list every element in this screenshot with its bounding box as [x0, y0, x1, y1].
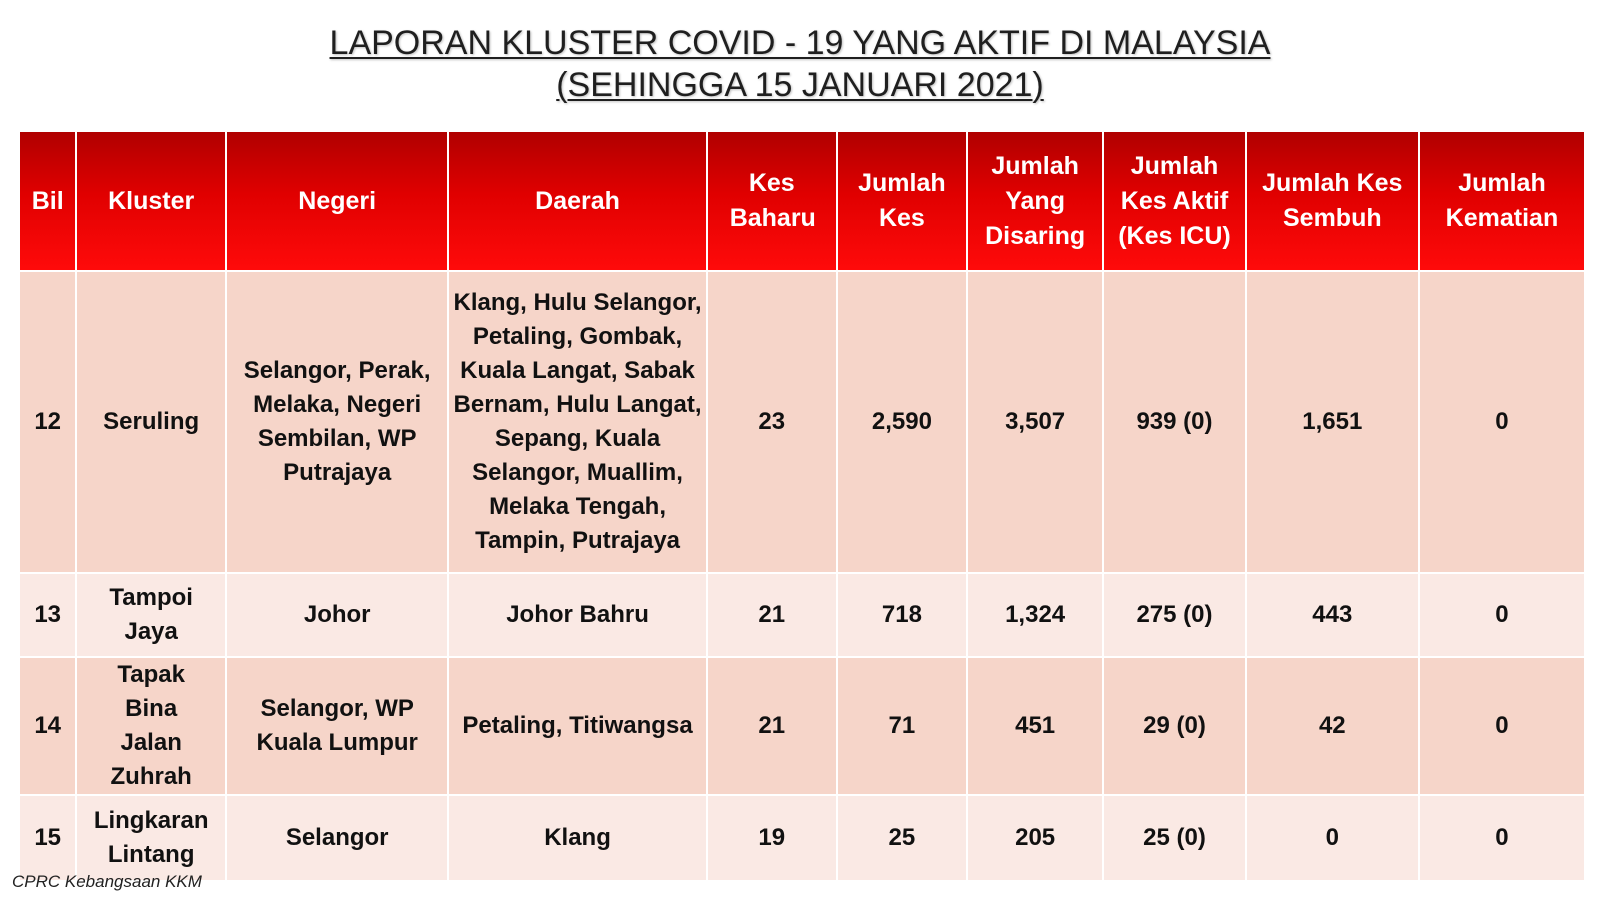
- cell-jumlah-kes: 71: [838, 658, 966, 794]
- cluster-table: [18, 130, 1586, 882]
- header-jumlah-kematian: Jumlah Kematian: [1420, 132, 1584, 270]
- title-line-1: LAPORAN KLUSTER COVID - 19 YANG AKTIF DI MALAYSIA: [329, 24, 1271, 62]
- cell-jumlah-kematian: 0: [1420, 796, 1584, 880]
- cell-daerah: Petaling, Titiwangsa: [449, 658, 705, 794]
- cell-daerah: Johor Bahru: [449, 574, 705, 656]
- header-kes-baharu: Kes Baharu: [708, 132, 836, 270]
- cell-kes-baharu: 21: [708, 574, 836, 656]
- cell-negeri: Johor: [227, 574, 447, 656]
- cell-jumlah-aktif: 25 (0): [1104, 796, 1244, 880]
- cell-jumlah-kes: 25: [838, 796, 966, 880]
- cell-jumlah-sembuh: 443: [1247, 574, 1418, 656]
- cell-jumlah-kematian: 0: [1420, 272, 1584, 572]
- cell-kluster: Tampoi Jaya: [77, 574, 225, 656]
- cell-bil: 15: [20, 796, 75, 880]
- cell-bil: 14: [20, 658, 75, 794]
- cell-jumlah-kematian: 0: [1420, 658, 1584, 794]
- cell-jumlah-aktif: 275 (0): [1104, 574, 1244, 656]
- table-row: [20, 658, 1584, 794]
- cell-kes-baharu: 19: [708, 796, 836, 880]
- source-credit: CPRC Kebangsaan KKM: [12, 872, 202, 891]
- cell-kluster: Tapak Bina Jalan Zuhrah: [77, 658, 225, 794]
- cell-jumlah-disaring: 3,507: [968, 272, 1102, 572]
- cell-jumlah-kes: 718: [838, 574, 966, 656]
- title-line-2: (SEHINGGA 15 JANUARI 2021): [556, 66, 1044, 104]
- header-jumlah-aktif: Jumlah Kes Aktif (Kes ICU): [1104, 132, 1244, 270]
- cell-jumlah-aktif: 939 (0): [1104, 272, 1244, 572]
- cell-jumlah-kematian: 0: [1420, 574, 1584, 656]
- cell-daerah: Klang: [449, 796, 705, 880]
- cell-jumlah-disaring: 451: [968, 658, 1102, 794]
- header-jumlah-kes: Jumlah Kes: [838, 132, 966, 270]
- table-row: [20, 796, 1584, 880]
- cell-negeri: Selangor, WP Kuala Lumpur: [227, 658, 447, 794]
- cell-kes-baharu: 23: [708, 272, 836, 572]
- cell-kluster: Lingkaran Lintang: [77, 796, 225, 880]
- cell-jumlah-sembuh: 1,651: [1247, 272, 1418, 572]
- cell-jumlah-aktif: 29 (0): [1104, 658, 1244, 794]
- header-jumlah-disaring: Jumlah Yang Disaring: [968, 132, 1102, 270]
- table-row: [20, 574, 1584, 656]
- table-header-row: [20, 132, 1584, 270]
- header-daerah: Daerah: [449, 132, 705, 270]
- cell-daerah: Klang, Hulu Selangor, Petaling, Gombak, Kuala Langat, Sabak Bernam, Hulu Langat, Sepang, Kuala Selangor, Muallim, Melaka Tengah, Tampin, Putrajaya: [449, 272, 705, 572]
- cell-jumlah-sembuh: 0: [1247, 796, 1418, 880]
- cell-bil: 13: [20, 574, 75, 656]
- cell-jumlah-kes: 2,590: [838, 272, 966, 572]
- cell-negeri: Selangor: [227, 796, 447, 880]
- page-title: [0, 22, 1600, 106]
- cell-bil: 12: [20, 272, 75, 572]
- header-negeri: Negeri: [227, 132, 447, 270]
- header-jumlah-sembuh: Jumlah Kes Sembuh: [1247, 132, 1418, 270]
- table-row: [20, 272, 1584, 572]
- cell-negeri: Selangor, Perak, Melaka, Negeri Sembilan, WP Putrajaya: [227, 272, 447, 572]
- cell-jumlah-disaring: 205: [968, 796, 1102, 880]
- cell-jumlah-sembuh: 42: [1247, 658, 1418, 794]
- cell-kes-baharu: 21: [708, 658, 836, 794]
- header-bil: Bil: [20, 132, 75, 270]
- cell-jumlah-disaring: 1,324: [968, 574, 1102, 656]
- header-kluster: Kluster: [77, 132, 225, 270]
- cell-kluster: Seruling: [77, 272, 225, 572]
